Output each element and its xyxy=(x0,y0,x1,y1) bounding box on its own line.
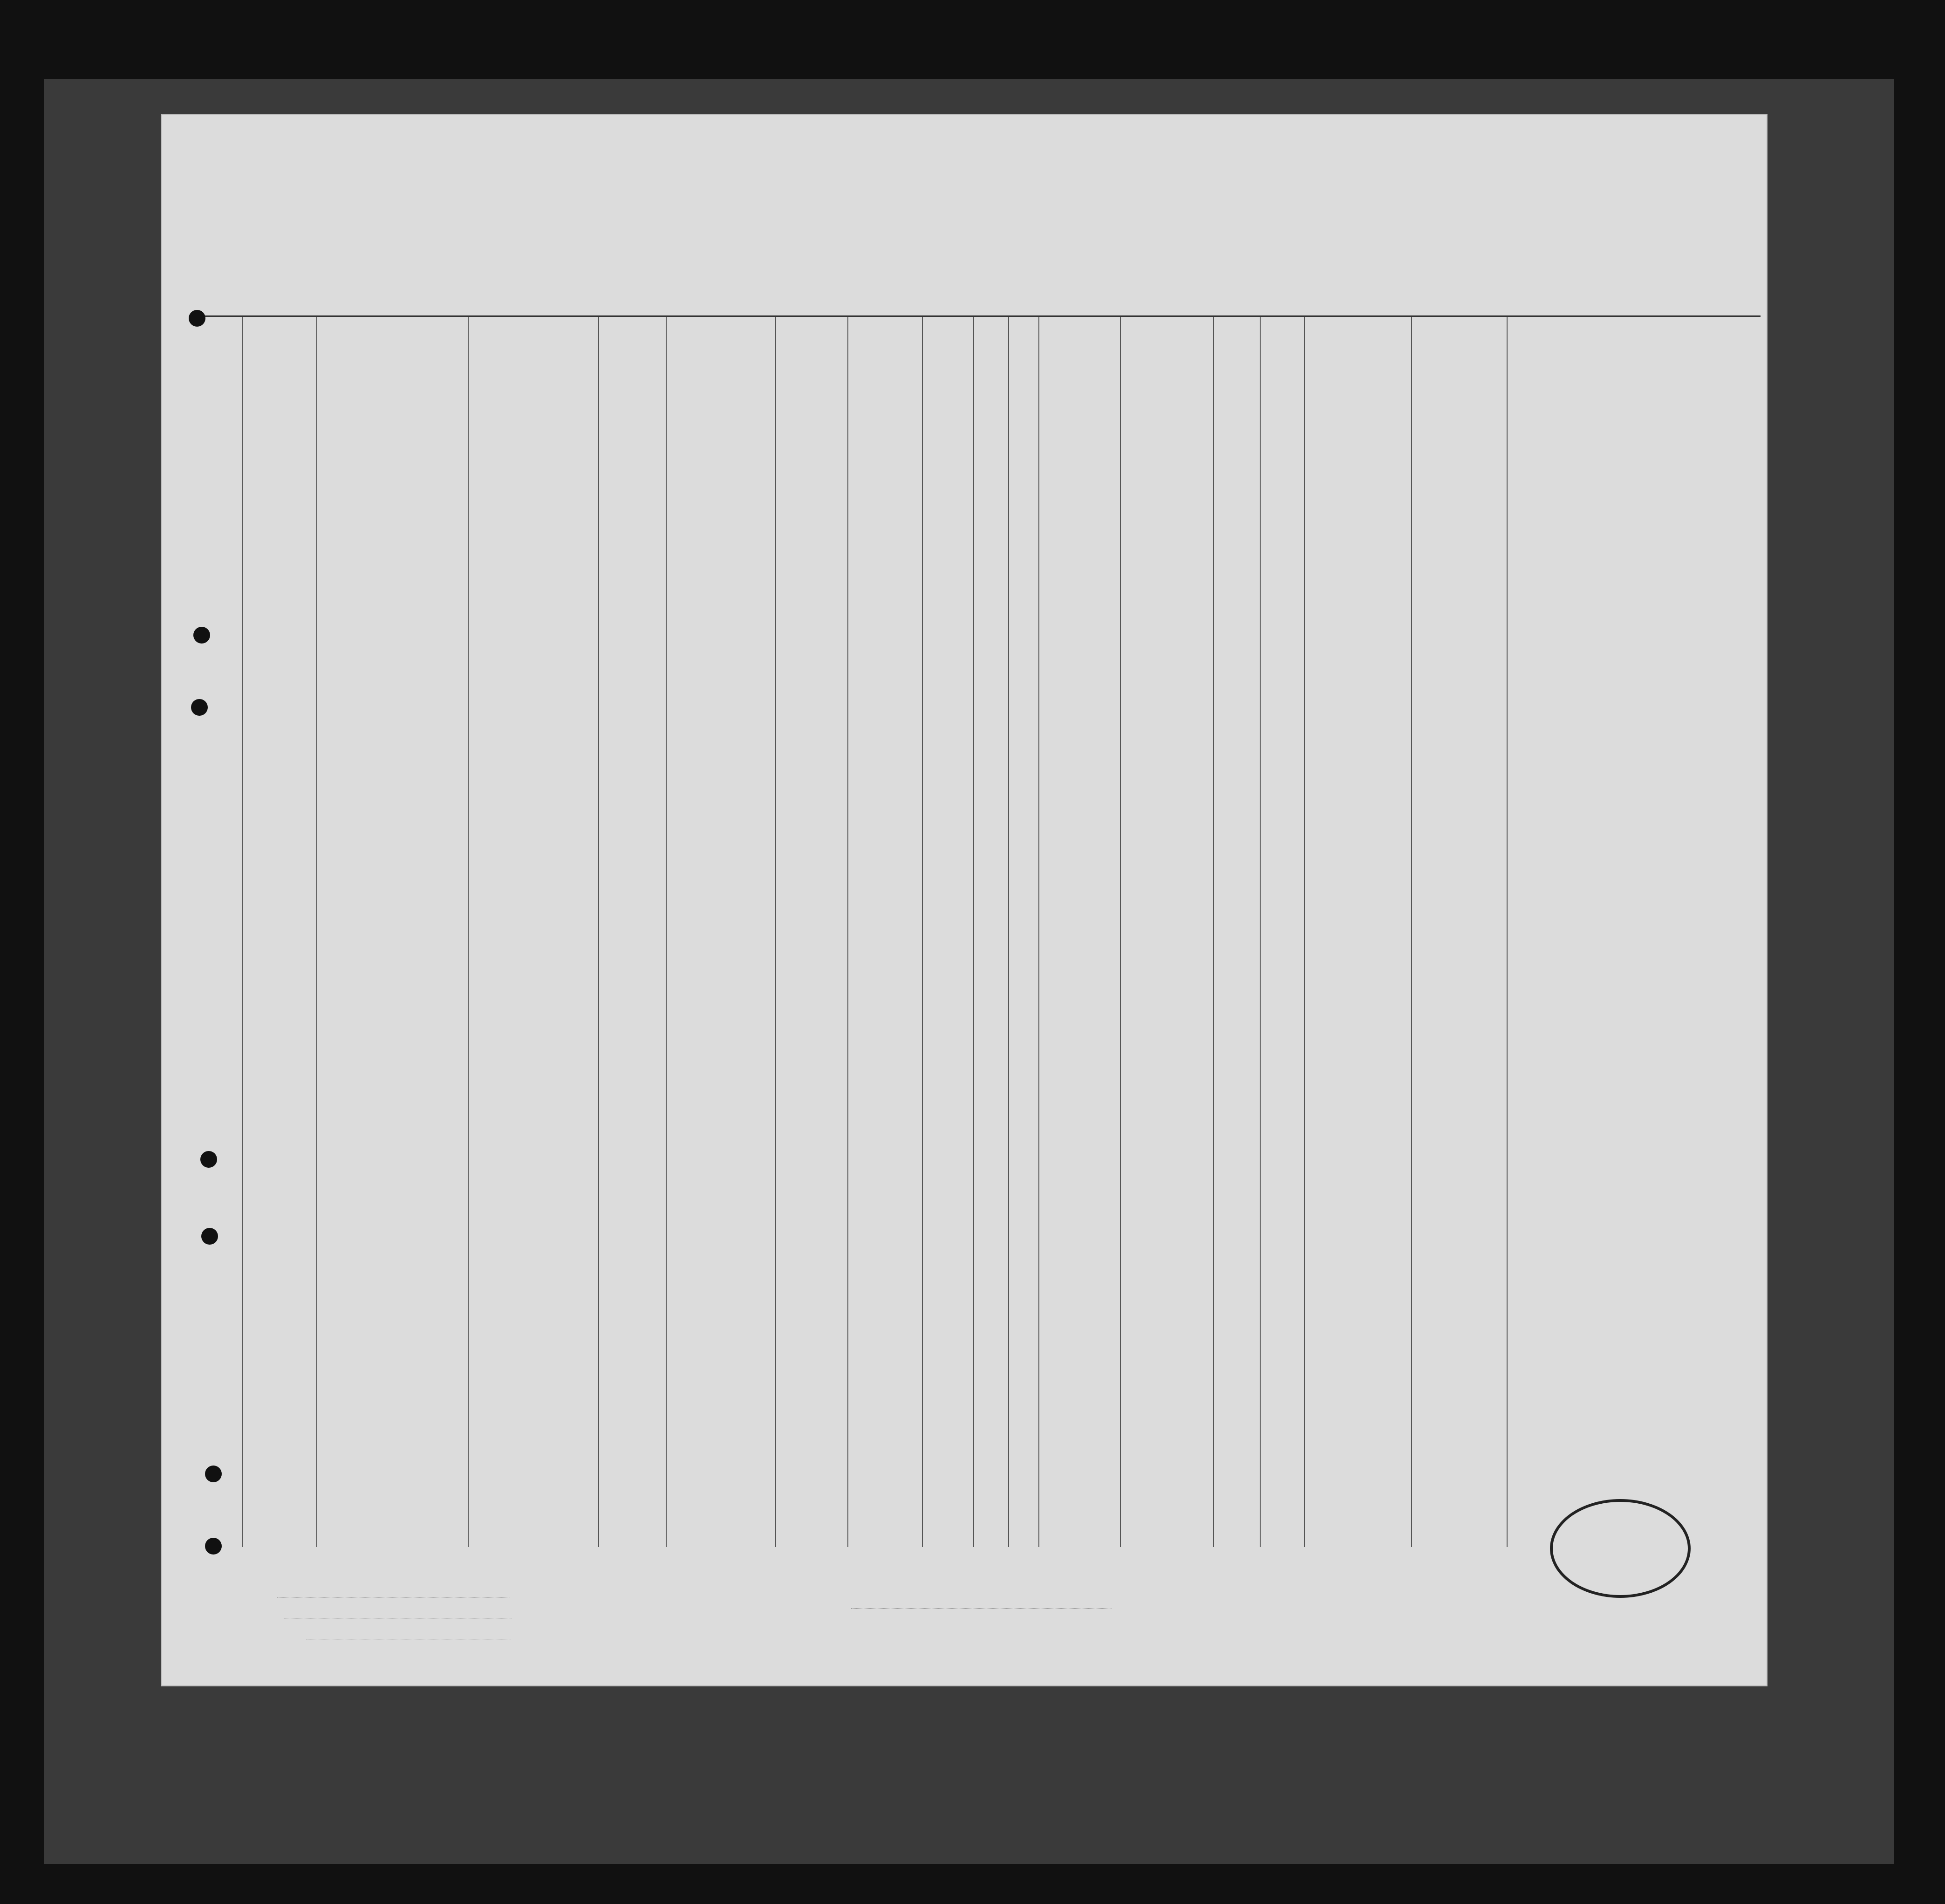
column-rule xyxy=(922,317,923,1547)
column-rule xyxy=(242,317,243,1547)
binder-hole xyxy=(205,1466,222,1482)
crew-table xyxy=(195,315,1761,1547)
binder-hole xyxy=(189,310,205,327)
column-rule xyxy=(598,317,599,1547)
column-rule xyxy=(847,317,848,1547)
column-rule xyxy=(1507,317,1508,1547)
binder-hole xyxy=(191,699,208,716)
column-rule xyxy=(973,317,974,1547)
column-rule xyxy=(1213,317,1214,1547)
mm-office-stamp xyxy=(1550,1499,1691,1598)
column-rule xyxy=(1038,317,1039,1547)
column-rule xyxy=(1411,317,1412,1547)
manifest-sheet xyxy=(161,114,1768,1686)
column-rule xyxy=(1260,317,1261,1547)
column-rule xyxy=(1120,317,1121,1547)
binder-hole xyxy=(200,1151,217,1168)
column-rule xyxy=(666,317,667,1547)
column-rule xyxy=(1008,317,1009,1547)
binder-hole xyxy=(193,627,210,644)
column-rule xyxy=(468,317,469,1547)
column-rule xyxy=(316,317,317,1547)
column-rule xyxy=(1304,317,1305,1547)
binder-hole xyxy=(201,1228,218,1245)
column-rule xyxy=(775,317,776,1547)
binder-hole xyxy=(205,1538,222,1555)
